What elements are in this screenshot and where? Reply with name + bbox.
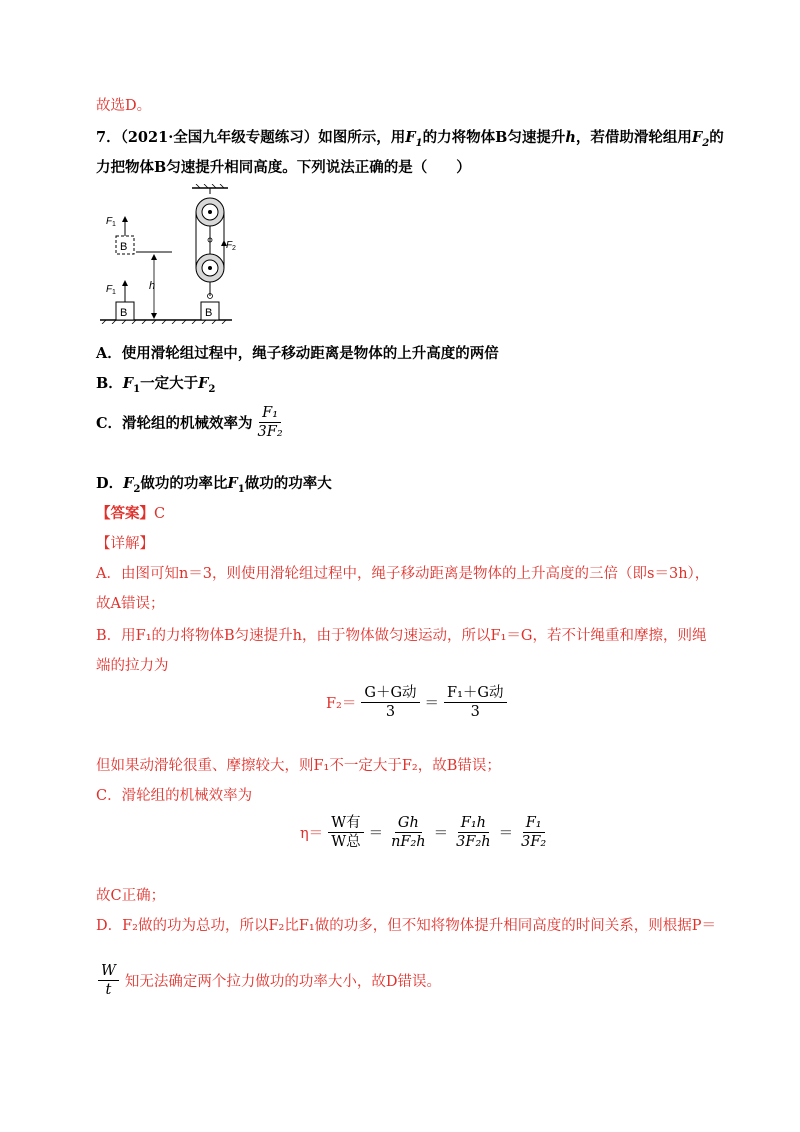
explanation-B-line2: 端的拉力为 bbox=[96, 658, 169, 674]
block-label: B bbox=[120, 307, 128, 319]
pulley-figure bbox=[96, 184, 236, 324]
answer-value: C bbox=[154, 506, 166, 522]
stem-text: 如图所示，用 bbox=[318, 129, 406, 146]
svg-text:2: 2 bbox=[232, 245, 236, 252]
symbol-F1: $F_1$ bbox=[405, 129, 423, 149]
height-label: h bbox=[149, 280, 156, 292]
explanation-D-line2: $\frac{W}{t}$ 知无法确定两个拉力做功的功率大小，故D错误。 bbox=[96, 962, 441, 999]
stem-text: 的 bbox=[709, 129, 724, 146]
option-C: C．滑轮组的机械效率为 $\frac{\text{F₁}}{\text{3F₂}}$ bbox=[96, 404, 288, 441]
symbol-h: h bbox=[565, 129, 576, 146]
option-A: A．使用滑轮组过程中，绳子移动距离是物体的上升高度的两倍 bbox=[96, 345, 499, 362]
power-fraction: $\frac{W}{t}$ bbox=[98, 962, 119, 999]
formula-F2: F₂＝ $\frac{\text{G＋G动}}{3}$ ＝ $\frac{\text{F₁＋G动}}{3}$ bbox=[326, 684, 509, 721]
stem-text: ，若借助滑轮组用 bbox=[575, 129, 692, 146]
svg-text:F: F bbox=[106, 216, 113, 227]
option-D: D．$F_2$做功的功率比$F_1$做功的功率大 bbox=[96, 475, 332, 495]
explanation-B-line3: 但如果动滑轮很重、摩擦较大，则F₁不一定大于F₂，故B错误； bbox=[96, 758, 501, 774]
question-stem-line-1 bbox=[96, 128, 724, 153]
svg-text:F: F bbox=[226, 240, 233, 251]
answer-line bbox=[96, 504, 165, 524]
symbol-F2: $F_2$ bbox=[691, 129, 710, 149]
question-stem-line-2: 力把物体B匀速提升相同高度。下列说法正确的是（ ） bbox=[96, 159, 471, 176]
svg-text:B: B bbox=[205, 307, 213, 319]
option-B: B．$F_1$一定大于$F_2$ bbox=[96, 375, 216, 395]
explanation-B-line1: B．用F₁的力将物体B匀速提升h，由于物体做匀速运动，所以F₁＝G，若不计绳重和摩擦，则绳 bbox=[96, 628, 707, 644]
explanation-C-line1: C．滑轮组的机械效率为 bbox=[96, 788, 253, 804]
explanation-D-line1: D．F₂做的功为总功，所以F₂比F₁做的功多，但不知将物体提升相同高度的时间关系，则根据P＝ bbox=[96, 918, 716, 934]
question-number: 7． bbox=[96, 129, 121, 146]
explanation-A-line1: A．由图可知n＝3，则使用滑轮组过程中，绳子移动距离是物体的上升高度的三倍（即s＝3h）， bbox=[96, 566, 710, 582]
explanation-C-line2: 故C正确； bbox=[96, 888, 166, 904]
previous-answer: 故选D。 bbox=[96, 98, 152, 114]
svg-text:1: 1 bbox=[112, 221, 116, 228]
option-C-fraction: $\frac{\text{F₁}}{\text{3F₂}}$ bbox=[257, 405, 283, 440]
analysis-label: 【详解】 bbox=[96, 536, 154, 552]
svg-text:1: 1 bbox=[112, 289, 116, 296]
svg-text:B: B bbox=[120, 241, 128, 253]
formula-eta: η＝ $\frac{\text{W有}}{\text{W总}}$ ＝ $\frac{Gh}{\text{nF₂h}}$ ＝ $\frac{\text{F₁h}}{\text{3F₂h}}$ ＝ $\frac{\text{F₁}}{\text{3F₂}}$ bbox=[300, 815, 547, 850]
svg-text:F: F bbox=[106, 284, 113, 295]
question-source: （2021·全国九年级专题练习） bbox=[120, 129, 319, 146]
stem-text: 的力将物体B匀速提升 bbox=[422, 129, 566, 146]
answer-label: 【答案】 bbox=[96, 505, 154, 522]
explanation-A-line2: 故A错误； bbox=[96, 596, 165, 612]
